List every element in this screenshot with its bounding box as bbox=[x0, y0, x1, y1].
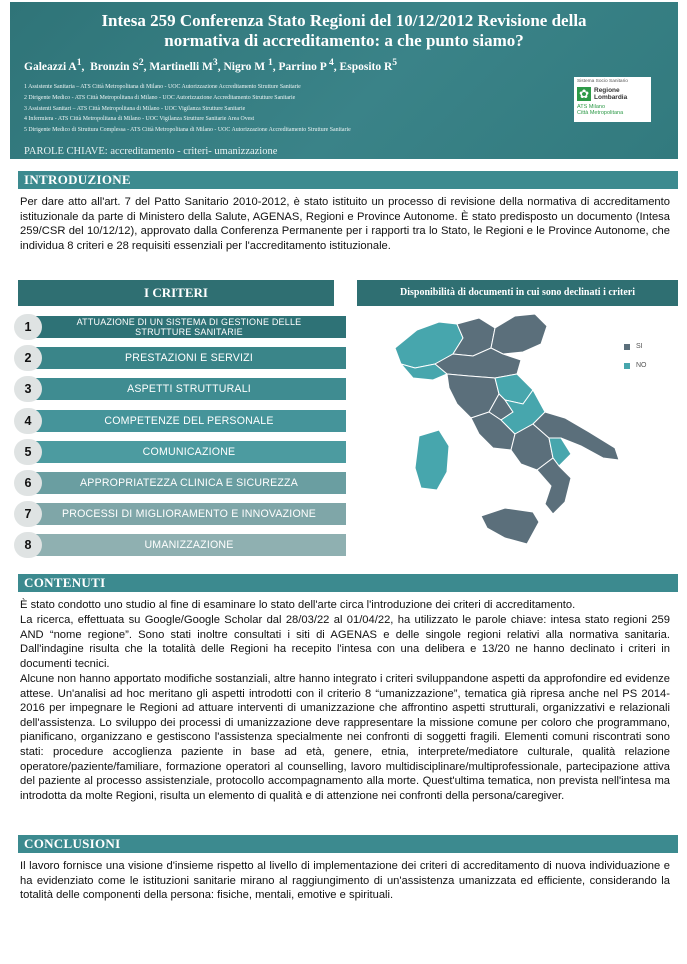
affiliation: 4 Infermiera - ATS Città Metropolitana di Milano - UOC Vigilanza Strutture Sanitarie Area Ovest bbox=[24, 116, 255, 123]
title-line-2: normativa di accreditamento: a che punto siamo? bbox=[164, 31, 524, 50]
criterio-6 bbox=[14, 470, 334, 496]
legend-label: SI bbox=[636, 343, 643, 350]
criterio-1 bbox=[14, 314, 334, 340]
criterio-label-line: PROCESSI DI MIGLIORAMENTO E INNOVAZIONE bbox=[61, 508, 317, 521]
criterio-label-line: ATTUAZIONE DI UN SISTEMA DI GESTIONE DELLE bbox=[76, 317, 302, 327]
legend-item-no bbox=[624, 362, 647, 369]
criterio-label bbox=[32, 316, 346, 338]
criterio-label bbox=[32, 441, 346, 463]
criterio-label-line: UMANIZZAZIONE bbox=[144, 539, 234, 552]
introduzione-text: Per dare atto all'art. 7 del Patto Sanitario 2010-2012, è stato istituito un processo di revisione della normativa di accreditamento istituzionale da parte di Ministero della Salute, AGENAS, Regioni e Province Autonome. È stato predisposto un documento (Intesa 259/CSR del 10/12/12), approvato dalla Conferenza Permanente per i rapporti tra lo Stato, le Regioni e le Province Autonome, che individua 8 criteri e 28 requisiti essenziali per l'accreditamento istituzionale. bbox=[20, 196, 670, 252]
authors-line bbox=[24, 57, 564, 73]
criterio-label-line: COMPETENZE DEL PERSONALE bbox=[104, 414, 274, 427]
criterio-label bbox=[32, 503, 346, 525]
poster-title bbox=[10, 11, 678, 51]
criterio-label bbox=[32, 347, 346, 369]
map-region-sicilia bbox=[481, 508, 539, 544]
logo-ats-line1: ATS Milano bbox=[577, 104, 606, 110]
author: Martinelli $M^3$, bbox=[149, 57, 224, 73]
keywords: PAROLE CHIAVE: accreditamento - criteri- umanizzazione bbox=[24, 146, 278, 157]
criterio-label bbox=[32, 534, 346, 556]
regione-lombardia-logo bbox=[574, 77, 651, 122]
criterio-label-line: STRUTTURE SANITARIE bbox=[135, 327, 243, 337]
italy-map-figure bbox=[357, 308, 678, 558]
logo-region-line2: Lombardia bbox=[594, 94, 628, 101]
contenuti-text-1: È stato condotto uno studio al fine di esaminare lo stato dell'arte circa l'introduzione dei criteri di accreditamento. bbox=[20, 599, 576, 611]
criterio-3 bbox=[14, 376, 334, 402]
criterio-label-line: COMUNICAZIONE bbox=[142, 445, 236, 458]
map-region-north-east bbox=[491, 314, 547, 354]
criterio-number: 6 bbox=[14, 470, 42, 496]
section-heading-introduzione: INTRODUZIONE bbox=[18, 171, 678, 189]
map-region-sardegna bbox=[415, 430, 449, 490]
criterio-label-line: PRESTAZIONI E SERVIZI bbox=[124, 352, 253, 365]
legend-swatch bbox=[624, 344, 630, 350]
logo-region-line1: Regione bbox=[594, 87, 620, 94]
criterio-label-line: APPROPRIATEZZA CLINICA E SICUREZZA bbox=[80, 477, 298, 489]
criteri-heading: I CRITERI bbox=[18, 280, 334, 306]
criterio-5 bbox=[14, 439, 334, 465]
criterio-number: 2 bbox=[14, 345, 42, 371]
criterio-number: 8 bbox=[14, 532, 42, 558]
section-heading-contenuti: CONTENUTI bbox=[18, 574, 678, 592]
legend-label: NO bbox=[636, 362, 647, 369]
affiliation: 5 Dirigente Medico di Struttura Complessa - ATS Città Metropolitana di Milano - UOC Autorizzazione Accreditamento Strutture Sanitarie bbox=[24, 127, 351, 134]
section-heading-conclusioni: CONCLUSIONI bbox=[18, 835, 678, 853]
title-line-1: Intesa 259 Conferenza Stato Regioni del 10/12/2012 Revisione della bbox=[101, 11, 587, 30]
map-region-calabria bbox=[537, 458, 571, 514]
criterio-7 bbox=[14, 501, 334, 527]
criterio-number: 5 bbox=[14, 439, 42, 465]
criterio-number: 4 bbox=[14, 408, 42, 434]
conclusioni-text: Il lavoro fornisce una visione d'insieme rispetto al livello di implementazione dei criteri di accreditamento di nuova individuazione e ha evidenziato come le istituzioni sanitarie mirano al raggiungimento di un'assistenza umanizzata ed efficiente, considerando la totalità delle componenti della persona: fisiche, mentali, emotive e spirituali. bbox=[20, 860, 670, 902]
author: Esposito $R^5$ bbox=[339, 57, 398, 73]
criterio-label-line: ASPETTI STRUTTURALI bbox=[127, 383, 251, 396]
logo-top-text: Sistema Socio Sanitario bbox=[577, 79, 628, 84]
criterio-number: 7 bbox=[14, 501, 42, 527]
criterio-label bbox=[32, 378, 346, 400]
author: Nigro M $^1$, bbox=[223, 57, 279, 73]
criterio-label bbox=[32, 472, 346, 494]
author: Bronzin $S^2$, bbox=[90, 57, 150, 73]
criterio-2 bbox=[14, 345, 334, 371]
affiliation: 3 Assistenti Sanitari – ATS Città Metropolitana di Milano - UOC Vigilanza Strutture Sanitarie bbox=[24, 105, 246, 112]
affiliations bbox=[24, 82, 574, 136]
affiliation: 1 Assistente Sanitaria – ATS Città Metropolitana di Milano - UOC Autorizzazione Accreditamento Strutture Sanitarie bbox=[24, 84, 301, 90]
criterio-8 bbox=[14, 532, 334, 558]
rosa-camuna-icon: ✿ bbox=[578, 87, 590, 101]
legend-item-si bbox=[624, 343, 647, 350]
author: Galeazzi $A^1$, bbox=[24, 57, 91, 73]
author: Parrino P $^4$, bbox=[278, 57, 340, 73]
criterio-number: 3 bbox=[14, 376, 42, 402]
contenuti-text-3: Alcune non hanno apportato modifiche sostanziali, altre hanno integrato i criteri sviluppandone aspetti da approfondire ed evidenze attese. Un'analisi ad hoc meritano gli aspetti introdotti con il criterio 8 “umanizzazione”, tematica già ripresa anche nel PS 2014-2016 per impegnare le Regioni ad attuare interventi di umanizzazione che affrontino aspetti strutturali, organizzativi e relazionali dell'assistenza. Lo sviluppo dei processi di umanizzazione deve rappresentare la missione comune per coloro che programmano, pianificano, organizzano e gestiscono l'assistenza specialmente nei confronti di soggetti fragili. Elementi comuni riscontrati sono stati: procedure accoglienza paziente in base ad età, genere, etnia, interprete/mediatore culturale, qualità relazione operatore/paziente/familiare, formazione operatori al counselling, lavoro multidisciplinare/multiprofessionale, partecipazione attiva del paziente al processo assistenziale, protocollo accompagnamento alla morte. Quest'ultima tematica, non prevista nell'intesa ma introdotta da molte Regioni, risulta un elemento di qualità e di attenzione nei confronti della persona/caregiver. bbox=[20, 673, 670, 802]
contenuti-text-2: La ricerca, effettuata su Google/Google Scholar dal 28/03/22 al 01/04/22, ha utilizzato le parole chiave: intesa stato regioni 259 AND “nome regione”. Sono stati inoltre consultati i siti di AGENAS e delle singole regioni relativi alla normativa sanitaria. Dall'indagine risulta che la totalità delle Regioni ha recepito l'intesa con una delibera e 13/20 ne hanno declinato i criteri in documenti tecnici. bbox=[20, 614, 670, 670]
map-legend bbox=[624, 343, 647, 381]
poster-header bbox=[10, 2, 678, 159]
criterio-4 bbox=[14, 408, 334, 434]
map-heading: Disponibilità di documenti in cui sono declinati i criteri bbox=[357, 280, 678, 306]
legend-swatch bbox=[624, 363, 630, 369]
logo-ats-line2: Città Metropolitana bbox=[577, 110, 624, 116]
criterio-number: 1 bbox=[14, 314, 42, 340]
affiliation: 2 Dirigente Medico - ATS Città Metropolitana di Milano - UOC Autorizzazione Accreditamento Strutture Sanitarie bbox=[24, 94, 296, 101]
criterio-label bbox=[32, 410, 346, 432]
